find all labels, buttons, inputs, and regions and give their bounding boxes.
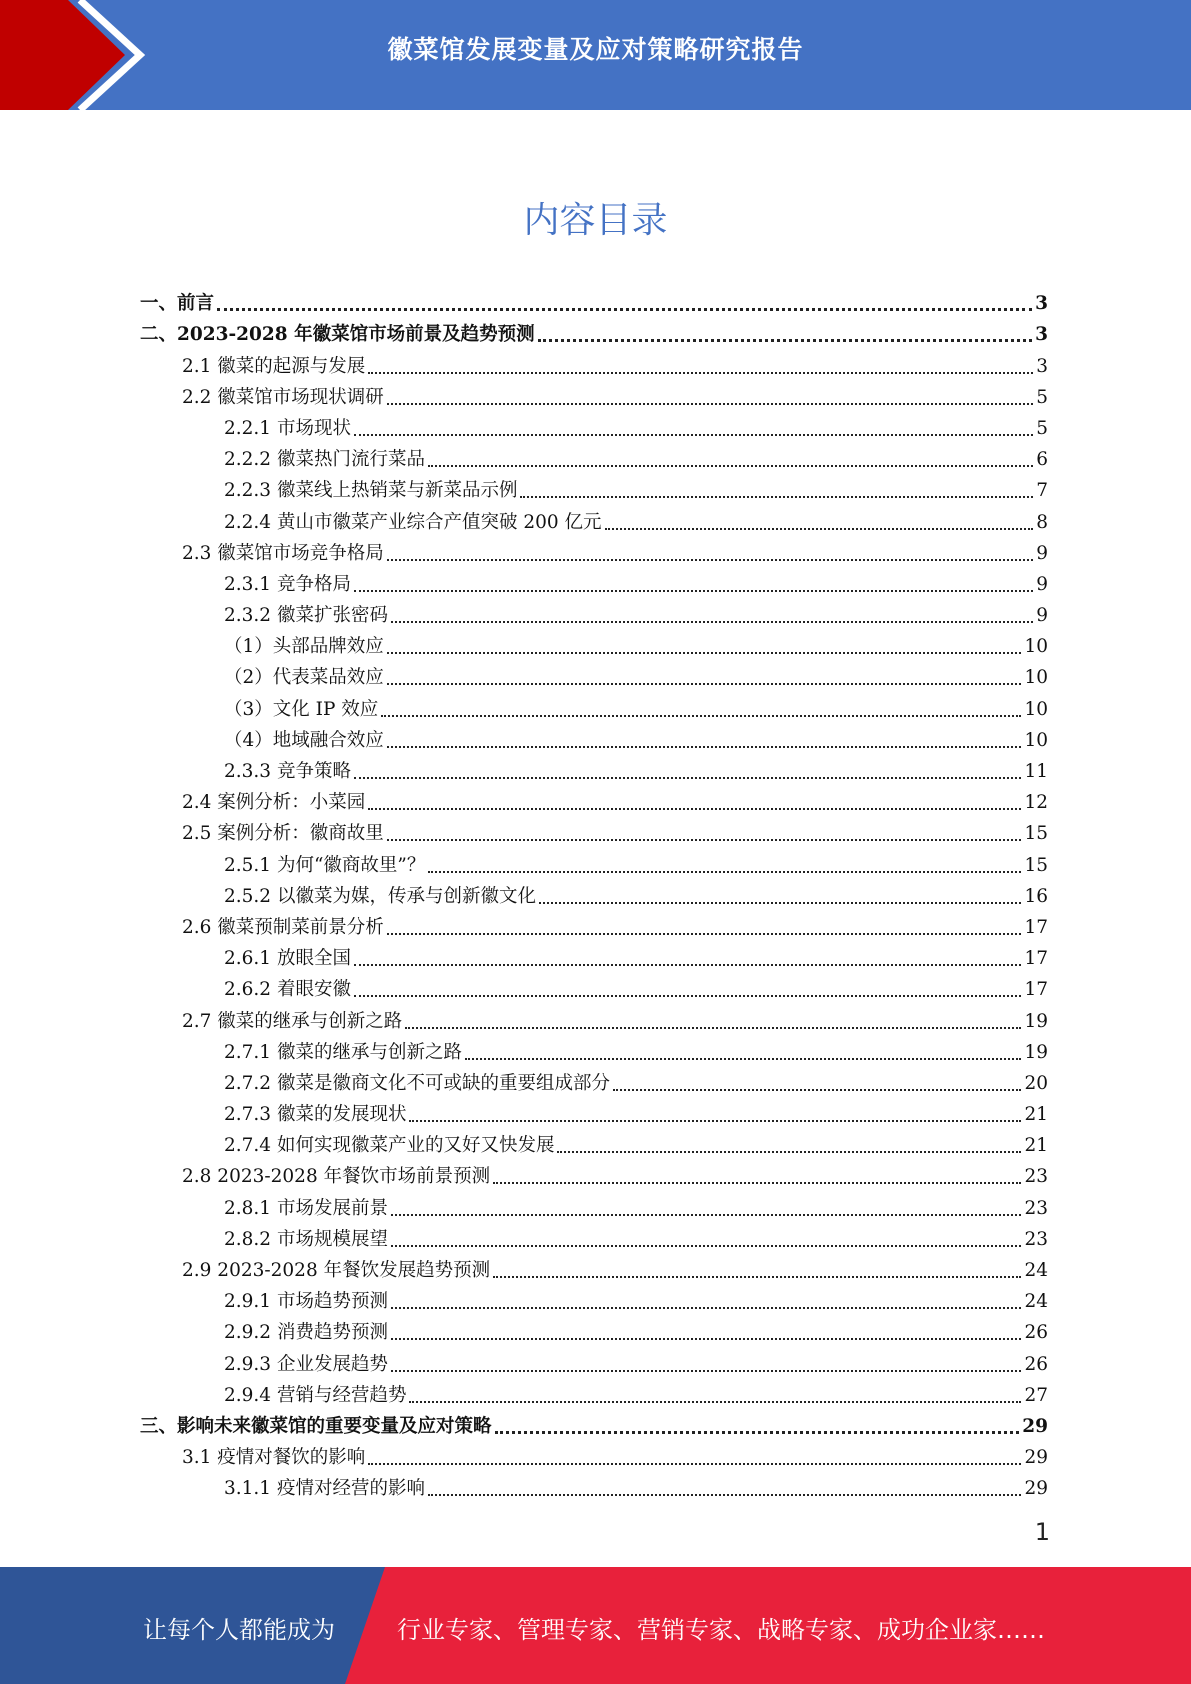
toc-entry[interactable]: [140, 1283, 1048, 1314]
toc-entry-page: 10: [1024, 636, 1048, 658]
toc-entry[interactable]: [140, 1096, 1048, 1127]
toc-dot-leader: [354, 434, 1033, 436]
toc-dot-leader: [493, 1182, 1021, 1184]
toc-entry-page: 17: [1024, 948, 1048, 970]
toc-entry-label: 2.9 2023-2028 年餐饮发展趋势预测: [182, 1260, 491, 1281]
toc-entry[interactable]: [140, 566, 1048, 597]
toc-entry-label: 2.3 徽菜馆市场竞争格局: [182, 542, 384, 564]
toc-entry-page: 7: [1036, 480, 1048, 502]
toc-dot-leader: [354, 590, 1033, 592]
toc-entry[interactable]: [140, 659, 1048, 690]
toc-entry-label: 3.1 疫情对餐饮的影响: [182, 1447, 366, 1469]
toc-entry[interactable]: [140, 1158, 1048, 1189]
toc-entry-label: 2.8 2023-2028 年餐饮市场前景预测: [182, 1166, 491, 1188]
toc-dot-leader: [368, 808, 1021, 810]
toc-dot-leader: [217, 308, 1032, 311]
toc-entry-page: 17: [1024, 979, 1048, 1001]
toc-entry-label: 2.6.1 放眼全国: [224, 948, 351, 970]
toc-entry-page: 27: [1024, 1384, 1048, 1406]
toc-entry-label: 2.5 案例分析：徽商故里: [182, 823, 384, 845]
toc-dot-leader: [465, 1058, 1021, 1060]
toc-entry-label: （1）头部品牌效应: [224, 636, 384, 658]
toc-entry[interactable]: [140, 285, 1048, 316]
toc-entry[interactable]: [140, 690, 1048, 721]
toc-entry-page: 24: [1024, 1291, 1048, 1313]
toc-entry-label: 2.7.4 如何实现徽菜产业的又好又快发展: [224, 1135, 555, 1157]
toc-dot-leader: [409, 1401, 1021, 1403]
toc-dot-leader: [520, 496, 1033, 498]
toc-entry[interactable]: [140, 1470, 1048, 1501]
toc-entry-label: 2.2 徽菜馆市场现状调研: [182, 386, 384, 408]
toc-dot-leader: [428, 465, 1033, 467]
toc-entry-label: 2.3.3 竞争策略: [224, 761, 351, 782]
toc-entry[interactable]: [140, 472, 1048, 503]
toc-entry-page: 16: [1024, 885, 1048, 907]
toc-dot-leader: [387, 683, 1022, 685]
toc-entry-page: 29: [1024, 1447, 1048, 1469]
toc-entry-page: 15: [1024, 823, 1048, 845]
toc-dot-leader: [495, 1431, 1020, 1434]
toc-entry-page: 20: [1024, 1072, 1048, 1094]
toc-entry-label: 2.8.2 市场规模展望: [224, 1228, 388, 1250]
toc-entry[interactable]: [140, 410, 1048, 441]
toc-entry-page: 10: [1024, 698, 1048, 720]
toc-entry[interactable]: [140, 784, 1048, 815]
toc-dot-leader: [428, 1494, 1021, 1496]
toc-entry-page: 15: [1024, 854, 1048, 876]
toc-dot-leader: [381, 715, 1021, 717]
toc-entry-page: 21: [1024, 1104, 1048, 1126]
toc-entry[interactable]: [140, 1189, 1048, 1220]
toc-entry-page: 9: [1036, 573, 1048, 595]
toc-entry-label: 2.7.1 徽菜的继承与创新之路: [224, 1041, 462, 1063]
toc-entry[interactable]: [140, 628, 1048, 659]
toc-entry-label: 2.7.2 徽菜是徽商文化不可或缺的重要组成部分: [224, 1072, 610, 1094]
toc-entry-page: 11: [1024, 761, 1048, 782]
toc-entry-label: 2.9.1 市场趋势预测: [224, 1291, 388, 1313]
toc-title: 内容目录: [523, 200, 668, 241]
toc-entry-label: 2.1 徽菜的起源与发展: [182, 355, 366, 377]
document-header-title: 徽菜馆发展变量及应对策略研究报告: [387, 35, 804, 64]
toc-entry-label: 2.7.3 徽菜的发展现状: [224, 1104, 407, 1126]
toc-entry-page: 29: [1024, 1478, 1048, 1500]
toc-entry-page: 17: [1024, 916, 1048, 938]
toc-dot-leader: [387, 559, 1033, 561]
toc-entry[interactable]: [140, 503, 1048, 534]
toc-entry-label: 3.1.1 疫情对经营的影响: [224, 1478, 425, 1500]
footer-slogan-left: 让每个人都能成为: [143, 1616, 335, 1644]
toc-entry-label: 2.4 案例分析：小菜园: [182, 792, 366, 814]
toc-entry[interactable]: [140, 1439, 1048, 1470]
toc-entry-page: 9: [1036, 542, 1048, 564]
toc-entry[interactable]: [140, 316, 1048, 347]
toc-entry[interactable]: [140, 1377, 1048, 1408]
toc-entry-page: 23: [1024, 1166, 1048, 1188]
toc-entry-label: 2.3.2 徽菜扩张密码: [224, 605, 388, 627]
table-of-contents: [140, 285, 1048, 1501]
toc-entry-page: 19: [1024, 1010, 1048, 1032]
toc-entry[interactable]: [140, 971, 1048, 1002]
toc-dot-leader: [368, 372, 1033, 374]
toc-entry-label: 2.5.2 以徽菜为媒，传承与创新徽文化: [224, 885, 536, 907]
toc-dot-leader: [387, 746, 1022, 748]
toc-dot-leader: [387, 839, 1022, 841]
toc-entry-page: 19: [1024, 1041, 1048, 1063]
toc-dot-leader: [354, 995, 1022, 997]
toc-dot-leader: [387, 933, 1022, 935]
toc-entry[interactable]: [140, 1408, 1048, 1439]
toc-entry[interactable]: [140, 909, 1048, 940]
toc-entry[interactable]: [140, 846, 1048, 877]
toc-entry-label: 2.2.2 徽菜热门流行菜品: [224, 449, 425, 471]
toc-entry-page: 29: [1022, 1415, 1048, 1437]
toc-dot-leader: [557, 1151, 1021, 1153]
toc-entry-label: （4）地域融合效应: [224, 729, 384, 751]
toc-entry-label: 三、影响未来徽菜馆的重要变量及应对策略: [140, 1415, 492, 1437]
toc-entry-page: 3: [1035, 324, 1048, 346]
toc-entry[interactable]: [140, 815, 1048, 846]
toc-entry[interactable]: [140, 347, 1048, 378]
toc-entry-label: 2.3.1 竞争格局: [224, 573, 351, 595]
toc-entry-page: 21: [1024, 1135, 1048, 1157]
toc-entry[interactable]: [140, 1314, 1048, 1345]
toc-entry-label: 一、前言: [140, 293, 215, 315]
toc-entry[interactable]: [140, 1065, 1048, 1096]
toc-entry-label: 2.9.4 营销与经营趋势: [224, 1384, 407, 1406]
toc-entry[interactable]: [140, 940, 1048, 971]
toc-entry-label: 二、2023-2028 年徽菜馆市场前景及趋势预测: [140, 324, 535, 346]
toc-dot-leader: [405, 1027, 1021, 1029]
toc-entry-page: 26: [1024, 1322, 1048, 1344]
toc-entry-page: 26: [1024, 1353, 1048, 1375]
toc-entry[interactable]: [140, 722, 1048, 753]
toc-entry-label: 2.7 徽菜的继承与创新之路: [182, 1010, 403, 1032]
toc-entry-label: 2.6.2 着眼安徽: [224, 979, 351, 1001]
toc-entry-label: （2）代表菜品效应: [224, 667, 384, 689]
toc-entry[interactable]: [140, 1127, 1048, 1158]
toc-dot-leader: [538, 339, 1033, 342]
toc-dot-leader: [605, 528, 1034, 530]
toc-entry-label: 2.9.3 企业发展趋势: [224, 1353, 388, 1375]
toc-entry-page: 6: [1036, 449, 1048, 471]
toc-dot-leader: [387, 652, 1022, 654]
toc-entry-label: 2.2.4 黄山市徽菜产业综合产值突破 200 亿元: [224, 511, 602, 533]
toc-entry[interactable]: [140, 878, 1048, 909]
toc-dot-leader: [428, 871, 1021, 873]
toc-entry-label: 2.6 徽菜预制菜前景分析: [182, 916, 384, 938]
page-number: 1: [1034, 1518, 1050, 1546]
toc-dot-leader: [539, 902, 1021, 904]
toc-dot-leader: [391, 621, 1033, 623]
toc-entry[interactable]: [140, 1252, 1048, 1283]
toc-entry[interactable]: [140, 379, 1048, 410]
toc-entry[interactable]: [140, 535, 1048, 566]
toc-dot-leader: [391, 1214, 1021, 1216]
toc-dot-leader: [354, 964, 1022, 966]
toc-entry-page: 10: [1024, 729, 1048, 751]
toc-dot-leader: [354, 777, 1022, 779]
toc-entry-page: 23: [1024, 1197, 1048, 1219]
toc-dot-leader: [493, 1276, 1021, 1278]
toc-entry-page: 24: [1024, 1260, 1048, 1281]
toc-entry-label: 2.9.2 消费趋势预测: [224, 1322, 388, 1344]
toc-entry-label: 2.2.3 徽菜线上热销菜与新菜品示例: [224, 480, 518, 502]
toc-entry-page: 3: [1035, 293, 1048, 315]
toc-dot-leader: [368, 1463, 1021, 1465]
footer-slogan-right: 行业专家、管理专家、营销专家、战略专家、成功企业家……: [397, 1616, 1045, 1644]
toc-dot-leader: [391, 1370, 1021, 1372]
toc-entry-label: 2.8.1 市场发展前景: [224, 1197, 388, 1219]
toc-entry-page: 10: [1024, 667, 1048, 689]
toc-dot-leader: [409, 1120, 1021, 1122]
toc-entry[interactable]: [140, 597, 1048, 628]
toc-dot-leader: [391, 1307, 1021, 1309]
toc-dot-leader: [391, 1338, 1021, 1340]
toc-entry-page: 12: [1024, 792, 1048, 814]
toc-entry-page: 5: [1036, 417, 1048, 439]
toc-dot-leader: [613, 1089, 1021, 1091]
toc-entry[interactable]: [140, 753, 1048, 784]
toc-entry-page: 23: [1024, 1228, 1048, 1250]
toc-entry[interactable]: [140, 1034, 1048, 1065]
toc-entry-page: 8: [1036, 511, 1048, 533]
toc-entry-label: 2.5.1 为何“徽商故里”？: [224, 854, 426, 876]
toc-entry-page: 3: [1036, 355, 1048, 377]
toc-entry[interactable]: [140, 441, 1048, 472]
toc-entry-label: 2.2.1 市场现状: [224, 417, 351, 439]
toc-entry-page: 9: [1036, 605, 1048, 627]
toc-entry[interactable]: [140, 1345, 1048, 1376]
toc-dot-leader: [387, 403, 1033, 405]
toc-entry[interactable]: [140, 1002, 1048, 1033]
toc-entry[interactable]: [140, 1221, 1048, 1252]
toc-entry-label: （3）文化 IP 效应: [224, 698, 379, 720]
toc-entry-page: 5: [1036, 386, 1048, 408]
toc-dot-leader: [391, 1245, 1021, 1247]
